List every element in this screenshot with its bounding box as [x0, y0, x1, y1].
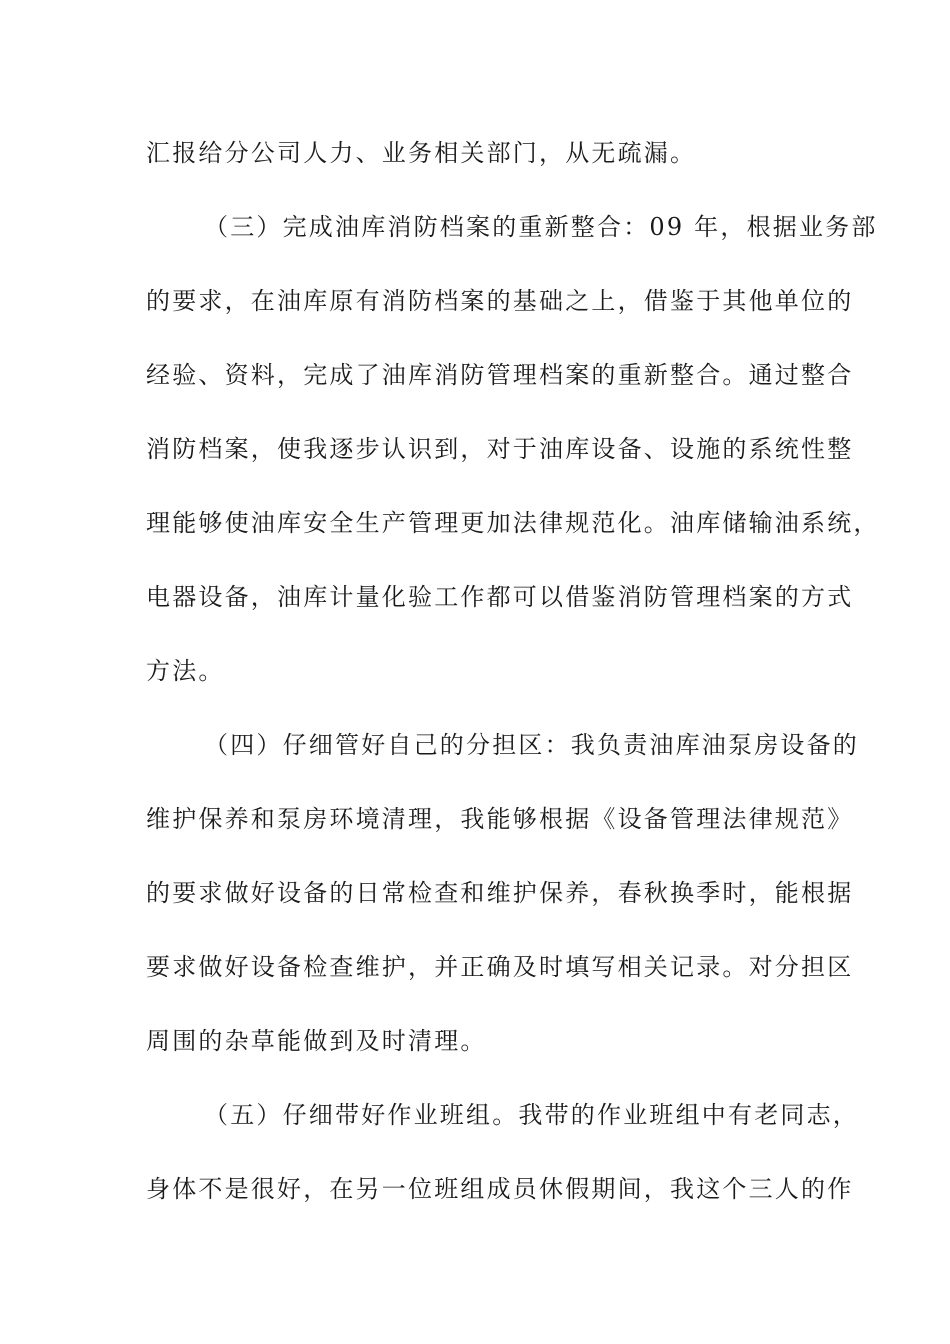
text-line: 理能够使油库安全生产管理更加法律规范化。油库储输油系统，	[146, 509, 880, 537]
text-line: 的要求，在油库原有消防档案的基础之上，借鉴于其他单位的	[146, 287, 854, 315]
text-line: 方法。	[146, 657, 225, 685]
text-line: 维护保养和泵房环境清理，我能够根据《设备管理法律规范》	[146, 805, 854, 833]
text-line: 身体不是很好，在另一位班组成员休假期间，我这个三人的作	[146, 1175, 854, 1203]
text-line: 周围的杂草能做到及时清理。	[146, 1027, 487, 1055]
text-line: 汇报给分公司人力、业务相关部门，从无疏漏。	[146, 139, 697, 167]
text-line: 消防档案，使我逐步认识到，对于油库设备、设施的系统性整	[146, 435, 854, 463]
text-line: 要求做好设备检查维护，并正确及时填写相关记录。对分担区	[146, 953, 854, 981]
paragraph-3-heading-line: （三）完成油库消防档案的重新整合：09 年，根据业务部	[204, 213, 878, 241]
text-line: 的要求做好设备的日常检查和维护保养，春秋换季时，能根据	[146, 879, 854, 907]
paragraph-5-heading-line: （五）仔细带好作业班组。我带的作业班组中有老同志，	[204, 1101, 859, 1129]
paragraph-4-heading-line: （四）仔细管好自己的分担区：我负责油库油泵房设备的	[204, 731, 859, 759]
text-line: 电器设备，油库计量化验工作都可以借鉴消防管理档案的方式	[146, 583, 854, 611]
text-line: 经验、资料，完成了油库消防管理档案的重新整合。通过整合	[146, 361, 854, 389]
